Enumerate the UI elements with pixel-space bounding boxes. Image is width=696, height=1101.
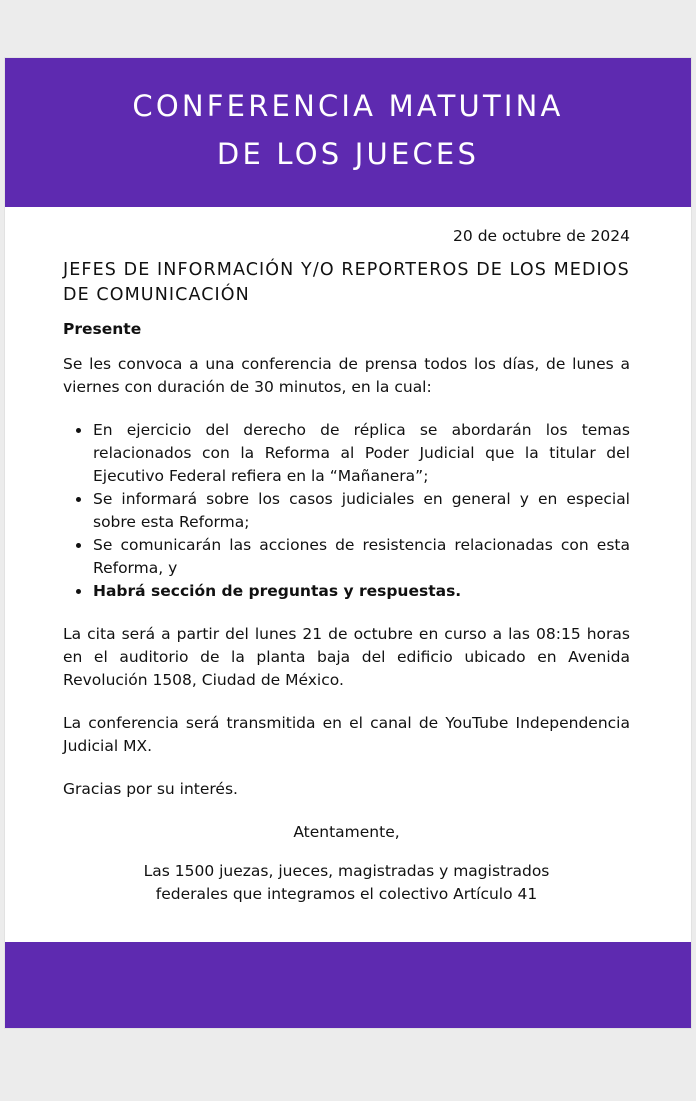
document-page: [5, 58, 691, 1028]
agenda-item: [63, 534, 630, 580]
letter-body: [63, 225, 630, 906]
bullet-icon: [76, 497, 81, 502]
bullet-icon: [76, 589, 81, 594]
agenda-item-text: En ejercicio del derecho de réplica se abordarán los temas relacionados con la Reforma al Poder Judicial que la titular del Ejecutivo Federal refiera en la “Mañanera”;: [93, 421, 630, 485]
letter-date: 20 de octubre de 2024: [453, 227, 630, 245]
agenda-item: [63, 580, 630, 603]
thanks-paragraph: Gracias por su interés.: [63, 780, 238, 798]
letter-salutation: Presente: [63, 320, 142, 338]
bullet-icon: [76, 543, 81, 548]
agenda-item-text: Se informará sobre los casos judiciales en general y en especial sobre esta Reforma;: [93, 490, 630, 531]
signature-line-2: federales que integramos el colectivo Artículo 41: [155, 885, 538, 903]
agenda-item-text: Habrá sección de preguntas y respuestas.: [93, 582, 462, 600]
meeting-paragraph: La cita será a partir del lunes 21 de octubre en curso a las 08:15 horas en el auditorio de la planta baja del edificio ubicado en Avenida Revolución 1508, Ciudad de México.: [63, 625, 630, 689]
signature-block: [63, 860, 630, 906]
intro-paragraph: Se les convoca a una conferencia de prensa todos los días, de lunes a viernes con duración de 30 minutos, en la cual:: [63, 355, 630, 396]
footer-banner: [5, 942, 691, 1028]
agenda-item: [63, 419, 630, 488]
bullet-icon: [76, 428, 81, 433]
header-title-line-2: DE LOS JUECES: [216, 137, 480, 171]
broadcast-paragraph: La conferencia será transmitida en el canal de YouTube Independencia Judicial MX.: [63, 714, 630, 755]
header-title-line-1: CONFERENCIA MATUTINA: [132, 89, 564, 123]
header-banner: [5, 58, 691, 207]
agenda-item: [63, 488, 630, 534]
agenda-list: [63, 419, 630, 603]
agenda-item-text: Se comunicarán las acciones de resistencia relacionadas con esta Reforma, y: [93, 536, 630, 577]
signature-line-1: Las 1500 juezas, jueces, magistradas y magistrados: [143, 862, 550, 880]
letter-recipients: JEFES DE INFORMACIÓN Y/O REPORTEROS DE LOS MEDIOS DE COMUNICACIÓN: [63, 260, 630, 305]
closing-line: Atentamente,: [293, 823, 400, 841]
